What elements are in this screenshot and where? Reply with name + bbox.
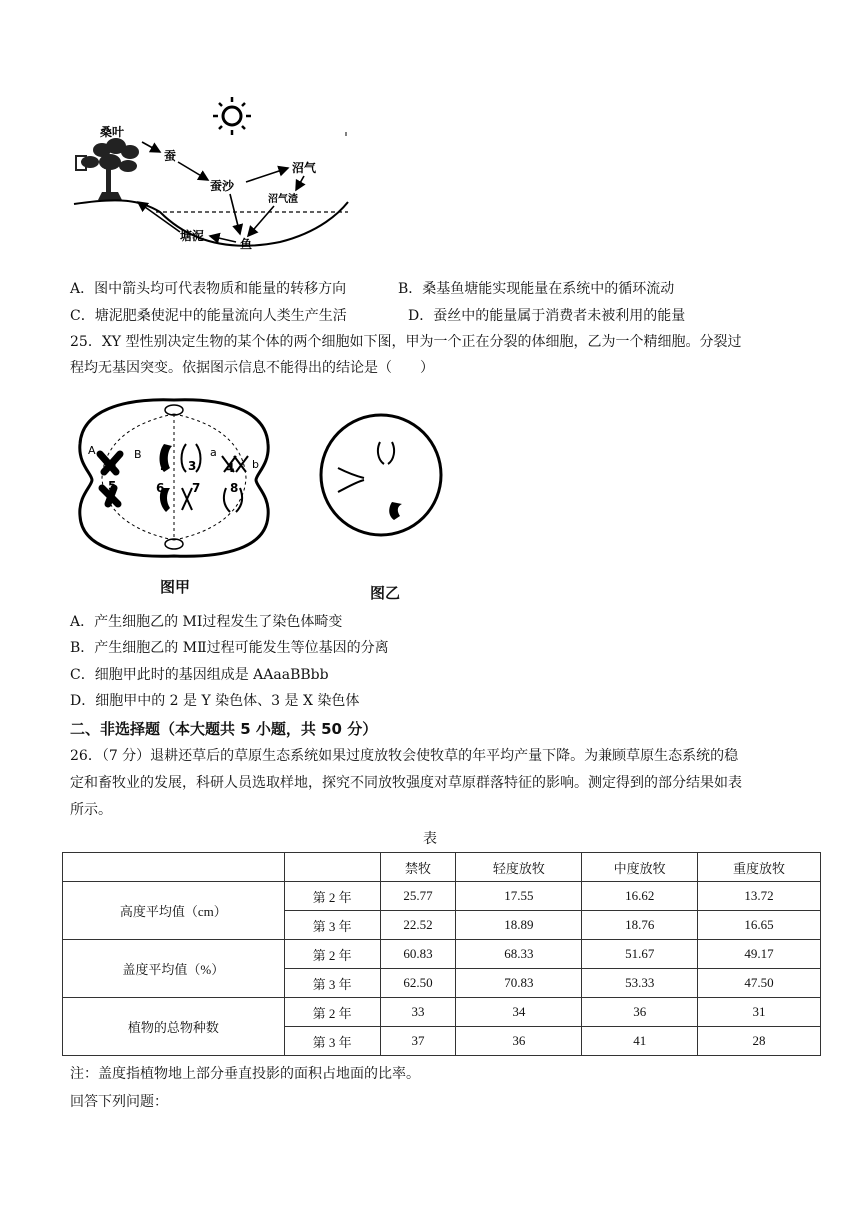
q26-line2: 定和畜牧业的发展，科研人员选取样地，探究不同放牧强度对草原群落特征的影响。测定得到的部分结果如表: [70, 775, 742, 791]
q25-option-a: A．产生细胞乙的 MⅠ过程发生了染色体畸变: [70, 614, 343, 630]
centriole-bottom: [165, 539, 183, 549]
q24-option-c: C．塘泥肥桑使泥中的能量流向人类生产生活: [70, 308, 347, 324]
centriole-top: [165, 405, 183, 415]
cell-figure-a: [74, 392, 274, 564]
value-cell: 17.55: [456, 882, 582, 911]
value-cell: 41: [582, 1027, 698, 1056]
table-note: 注：盖度指植物地上部分垂直投影的面积占地面的比率。: [70, 1066, 420, 1082]
q26-line1: 26．（7 分）退耕还草后的草原生态系统如果过度放牧会使牧草的年平均产量下降。为兼顾草原生态系统的稳: [70, 748, 739, 764]
q24-option-d: D．蚕丝中的能量属于消费者未被利用的能量: [408, 308, 686, 324]
table-caption: 表: [423, 831, 437, 847]
table-header-row: [63, 853, 821, 882]
year-cell: 第 2 年: [284, 998, 380, 1027]
value-cell: 16.65: [698, 911, 821, 940]
value-cell: 51.67: [582, 940, 698, 969]
grazing-data-table: [62, 852, 821, 1056]
q25-option-c: C．细胞甲此时的基因组成是 AAaaBBbb: [70, 667, 329, 683]
value-cell: 53.33: [582, 969, 698, 998]
table-row: [63, 882, 821, 911]
chromosome-number-3: 3: [188, 459, 197, 473]
figure-b-caption: 图乙: [370, 584, 401, 602]
label-pond-mud: 塘泥: [180, 229, 205, 243]
q24-option-a: A．图中箭头均可代表物质和能量的转移方向: [70, 281, 347, 297]
chromosome-number-6: 6: [156, 481, 165, 495]
value-cell: 31: [698, 998, 821, 1027]
gene-label-B: B: [134, 448, 142, 461]
value-cell: 18.76: [582, 911, 698, 940]
table-header-cell: 重度放牧: [698, 853, 821, 882]
value-cell: 49.17: [698, 940, 821, 969]
year-cell: 第 3 年: [284, 911, 380, 940]
value-cell: 16.62: [582, 882, 698, 911]
label-fish: 鱼: [240, 237, 253, 251]
cell-membrane-b: [321, 415, 441, 535]
figure-a-caption: 图甲: [160, 578, 191, 596]
q25-stem-line1: 25．XY 型性别决定生物的某个体的两个细胞如下图，甲为一个正在分裂的体细胞，乙为一个精细胞。分裂过: [70, 334, 742, 350]
value-cell: 60.83: [380, 940, 456, 969]
gene-label-a: a: [210, 446, 217, 459]
q24-option-b: B．桑基鱼塘能实现能量在系统中的循环流动: [398, 281, 675, 297]
label-mulberry: 桑叶: [100, 125, 125, 139]
row-group-label: 植物的总物种数: [63, 998, 285, 1056]
value-cell: 68.33: [456, 940, 582, 969]
value-cell: 25.77: [380, 882, 456, 911]
value-cell: 28: [698, 1027, 821, 1056]
answer-prompt: 回答下列问题：: [70, 1094, 168, 1110]
cell-figure-b: [316, 410, 446, 540]
q25-option-b: B．产生细胞乙的 MⅡ过程可能发生等位基因的分离: [70, 640, 389, 656]
pond-outline: [74, 200, 348, 245]
table-header-cell: 轻度放牧: [456, 853, 582, 882]
value-cell: 62.50: [380, 969, 456, 998]
value-cell: 36: [456, 1027, 582, 1056]
chromosome-number-5: 5: [108, 479, 117, 493]
table-row: [63, 940, 821, 969]
value-cell: 13.72: [698, 882, 821, 911]
value-cell: 70.83: [456, 969, 582, 998]
label-silkworm: 蚕: [164, 149, 177, 163]
table-header-cell: 中度放牧: [582, 853, 698, 882]
sun-icon: [213, 97, 251, 135]
year-cell: 第 3 年: [284, 969, 380, 998]
value-cell: 18.89: [456, 911, 582, 940]
table-header-cell: 禁牧: [380, 853, 456, 882]
label-silkworm-sand: 蚕沙: [210, 179, 235, 193]
chromosome-number-4: 4: [226, 461, 235, 475]
value-cell: 33: [380, 998, 456, 1027]
chromosome-number-1: 1: [110, 459, 119, 473]
label-biogas-residue: 沼气渣: [268, 194, 298, 205]
year-cell: 第 2 年: [284, 940, 380, 969]
mulberry-fishpond-diagram: [60, 92, 360, 272]
chromosome-number-2: 2: [160, 459, 169, 473]
year-cell: 第 3 年: [284, 1027, 380, 1056]
spindle-fibers: [102, 414, 246, 540]
year-cell: 第 2 年: [284, 882, 380, 911]
value-cell: 37: [380, 1027, 456, 1056]
q25-stem-line2: 程均无基因突变。依据图示信息不能得出的结论是（ ）: [70, 360, 434, 376]
section-title: 二、非选择题（本大题共 5 小题，共 50 分）: [70, 720, 378, 738]
value-cell: 47.50: [698, 969, 821, 998]
chromosome-number-7: 7: [192, 481, 201, 495]
gene-label-A: A: [88, 444, 96, 457]
chromosomes-b: [338, 442, 402, 520]
chromosome-number-8: 8: [230, 481, 239, 495]
value-cell: 34: [456, 998, 582, 1027]
table-header-cell: [284, 853, 380, 882]
chromosomes-a: [100, 444, 248, 512]
table-header-cell: [63, 853, 285, 882]
label-biogas: 沼气: [292, 161, 317, 175]
q25-option-d: D．细胞甲中的 2 是 Y 染色体、3 是 X 染色体: [70, 693, 360, 709]
row-group-label: 盖度平均值（%）: [63, 940, 285, 998]
value-cell: 22.52: [380, 911, 456, 940]
mulberry-tree-icon: [76, 138, 139, 200]
q26-line3: 所示。: [70, 802, 112, 818]
gene-label-b: b: [252, 458, 259, 471]
table-row: [63, 998, 821, 1027]
value-cell: 36: [582, 998, 698, 1027]
row-group-label: 高度平均值（cm）: [63, 882, 285, 940]
